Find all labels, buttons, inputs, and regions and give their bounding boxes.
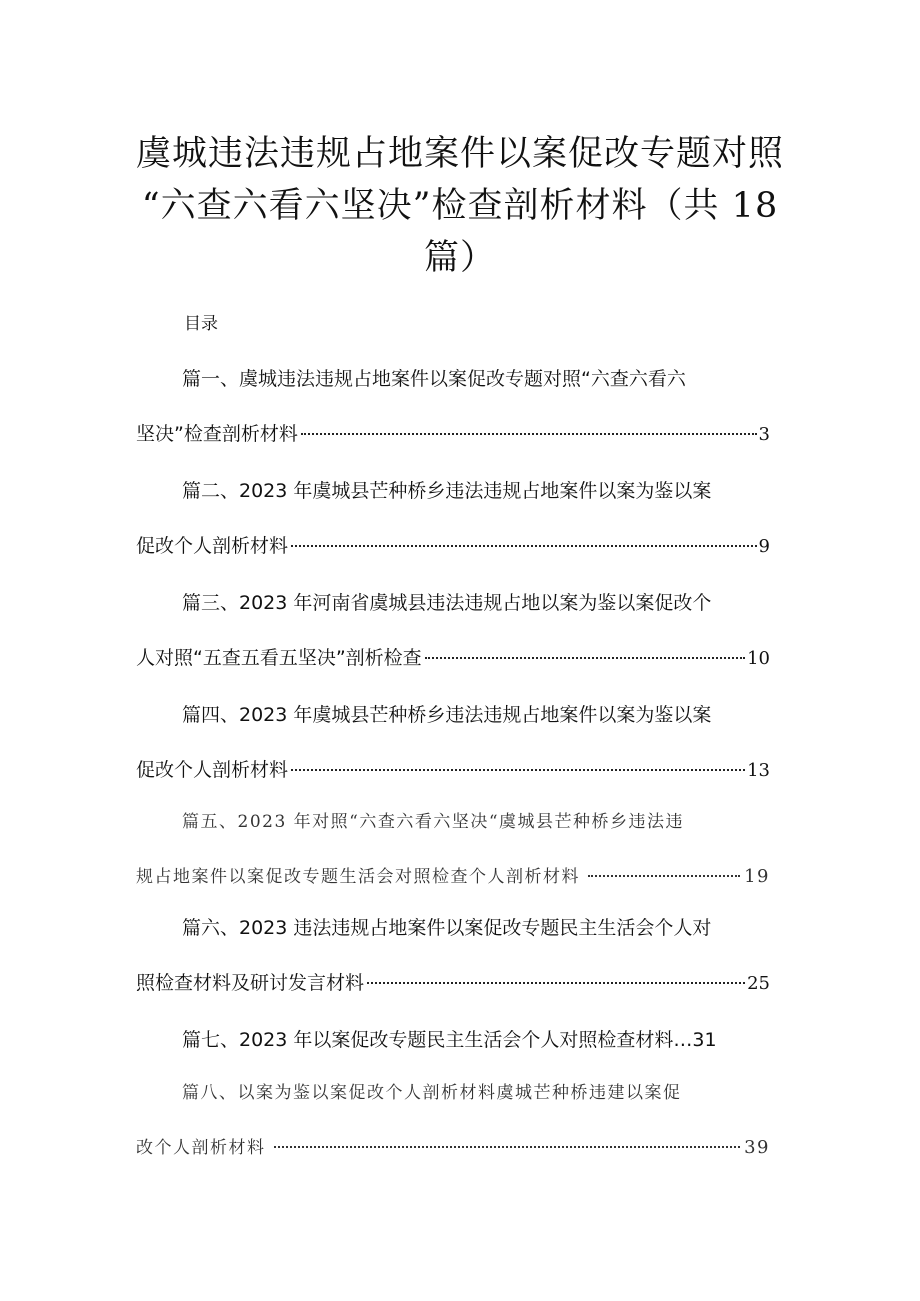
dot-leader [274, 1146, 741, 1148]
dot-leader [588, 875, 740, 877]
toc-entry-line2 [136, 970, 770, 997]
toc-entry-line1: 篇七、2023 年以案促改专题民主生活会个人对照检查材料…31 [182, 1029, 717, 1051]
toc-page-number: 10 [747, 648, 770, 669]
toc-page-number: 3 [758, 424, 770, 445]
toc-entry-line1: 篇八、以案为鉴以案促改个人剖析材料虞城芒种桥违建以案促 [182, 1083, 682, 1103]
toc-entry-line2 [136, 1135, 770, 1161]
dot-leader [301, 433, 757, 435]
dot-leader [367, 982, 745, 984]
toc-entry-line1: 篇四、2023 年虞城县芒种桥乡违法违规占地案件以案为鉴以案 [182, 704, 712, 726]
toc-entry-line1: 篇三、2023 年河南省虞城县违法违规占地以案为鉴以案促改个 [182, 592, 712, 614]
title-line-3: 篇） [423, 238, 496, 278]
toc-page-number: 39 [744, 1137, 770, 1158]
dot-leader [425, 657, 745, 659]
toc-entry-text: 规占地案件以案促改专题生活会对照检查个人剖析材料 [136, 867, 580, 887]
toc-entry-text: 坚决”检查剖析材料 [136, 423, 298, 445]
toc-entry-line2 [136, 864, 770, 890]
toc-entry-line2 [136, 645, 770, 672]
toc-entry-line2 [136, 533, 770, 560]
toc-entry-text: 照检查材料及研讨发言材料 [136, 972, 365, 994]
toc-entry-text: 促改个人剖析材料 [136, 759, 289, 781]
document-title [130, 128, 790, 284]
dot-leader [291, 769, 745, 771]
toc-entry-text: 改个人剖析材料 [136, 1138, 266, 1158]
dot-leader [291, 545, 757, 547]
toc-page-number: 19 [744, 866, 770, 887]
toc-heading: 目录 [184, 314, 218, 334]
title-line-1: 虞城违法违规占地案件以案促改专题对照 [135, 134, 784, 174]
title-line-2: “六查六看六坚决”检查剖析材料（共 18 [141, 186, 779, 226]
toc-entry-line1: 篇五、2023 年对照“六查六看六坚决“虞城县芒种桥乡违法违 [182, 812, 685, 832]
toc-page-number: 13 [747, 760, 770, 781]
toc-entry-line2 [136, 421, 770, 448]
toc-page-number: 25 [747, 973, 770, 994]
toc-entry-line1: 篇六、2023 违法违规占地案件以案促改专题民主生活会个人对 [182, 917, 712, 939]
toc-entry-line2 [136, 757, 770, 784]
toc-page-number: 9 [758, 536, 770, 557]
toc-entry-line1: 篇二、2023 年虞城县芒种桥乡违法违规占地案件以案为鉴以案 [182, 480, 712, 502]
toc-entry-text: 促改个人剖析材料 [136, 535, 289, 557]
toc-entry-line1: 篇一、虞城违法违规占地案件以案促改专题对照“六查六看六 [182, 368, 686, 390]
toc-entry-text: 人对照“五查五看五坚决”剖析检查 [136, 647, 422, 669]
